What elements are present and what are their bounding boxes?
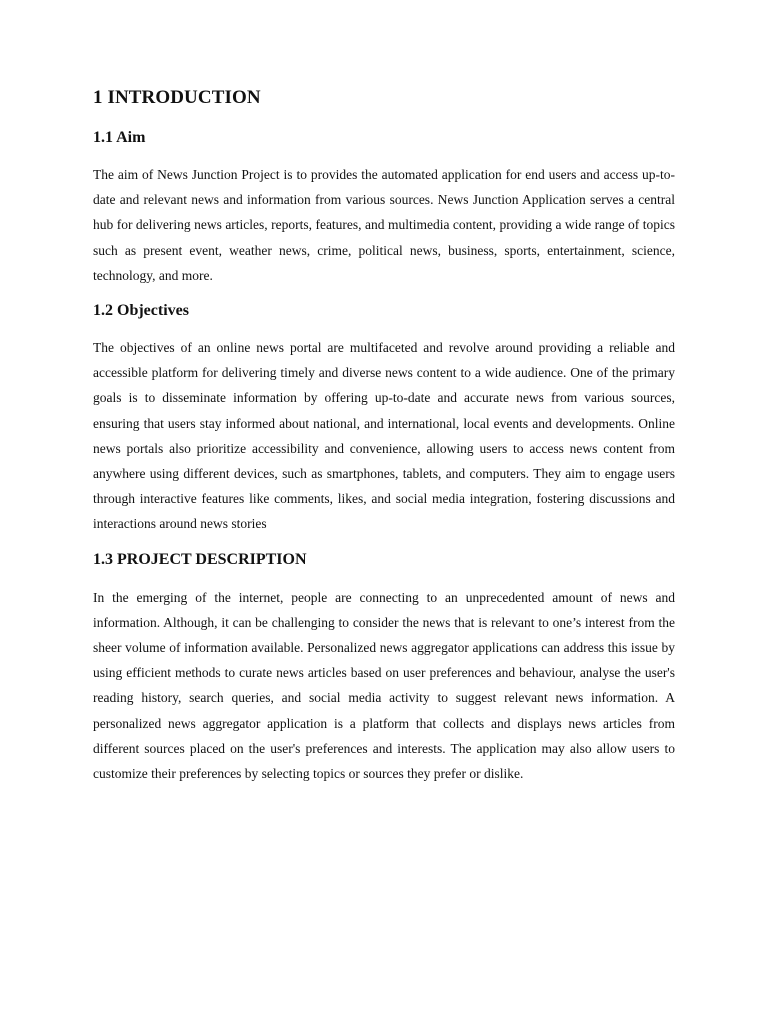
section-heading-project-description: 1.3 PROJECT DESCRIPTION [93, 550, 307, 568]
section-heading-objectives: 1.2 Objectives [93, 302, 189, 320]
chapter-heading: 1 INTRODUCTION [93, 87, 261, 108]
objectives-paragraph: The objectives of an online news portal are multifaceted and revolve around providing a reliable and accessible platform for delivering timely and diverse news content to a wide audience. One of the primary goals is to disseminate information by offering up-to-date and accurate news from various sources, ensuring that users stay informed about national, and international, local events and developments. Online news portals also prioritize accessibility and convenience, allowing users to access news content from anywhere using different devices, such as smartphones, tablets, and computers. They aim to engage users through interactive features like comments, likes, and social media integration, fostering discussions and interactions around news stories [93, 340, 675, 532]
section-heading-aim: 1.1 Aim [93, 129, 146, 146]
aim-paragraph: The aim of News Junction Project is to provides the automated application for end users and access up-to-date and relevant news and information from various sources. News Junction Application serves a central hub for delivering news articles, reports, features, and multimedia content, providing a wide range of topics such as present event, weather news, crime, political news, business, sports, entertainment, science, technology, and more. [93, 167, 675, 283]
page-content [93, 84, 675, 786]
project-description-paragraph: In the emerging of the internet, people are connecting to an unprecedented amount of news and information. Although, it can be challenging to consider the news that is relevant to one’s interest from the sheer volume of information available. Personalized news aggregator applications can address this issue by using efficient methods to curate news articles based on user preferences and behaviour, analyse the user's reading history, search queries, and social media activity to suggest relevant news information. A personalized news aggregator application is a platform that collects and displays news articles from different sources placed on the user's preferences and interests. The application may also allow users to customize their preferences by selecting topics or sources they prefer or dislike. [93, 589, 675, 782]
